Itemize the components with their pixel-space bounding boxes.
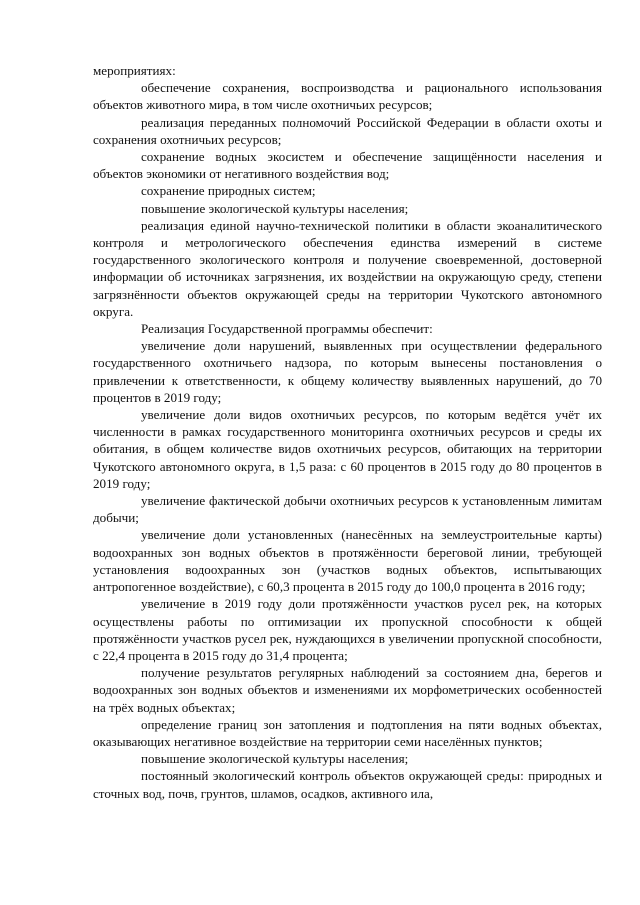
- paragraph: увеличение доли нарушений, выявленных при осуществлении федерального государственного охотничьего надзора, по которым вынесены постановления о привлечении к ответственности, к общему количеству выявленных нарушений, до 70 процентов в 2019 году;: [93, 338, 602, 405]
- paragraph: увеличение доли установленных (нанесённых на землеустроительные карты) водоохранных зон водных объектов в протяжённости береговой линии, требующей установления водоохранных зон (участков водных объектов, испытывающих антропогенное воздействие), с 60,3 процента в 2015 году до 100,0 процента в 2016 году;: [93, 527, 602, 595]
- paragraph: реализация единой научно-технической политики в области экоаналитического контроля и метрологического обеспечения единства измерений в системе государственного экологического контроля и получение своевременной, достоверной информации об источниках загрязнения, их воздействии на окружающую среду, степени загрязнённости объектов окружающей среды на территории Чукотского автономного округа.: [93, 217, 602, 319]
- paragraph: Реализация Государственной программы обеспечит:: [141, 321, 433, 337]
- text-continuation: мероприятиях:: [93, 63, 176, 78]
- document-page: [93, 62, 602, 802]
- paragraph: определение границ зон затопления и подтопления на пяти водных объектах, оказывающих негативное воздействие на территории семи населённых пунктов;: [93, 716, 602, 749]
- paragraph: повышение экологической культуры населения;: [141, 751, 409, 767]
- paragraph: увеличение в 2019 году доли протяжённости участков русел рек, на которых осуществлены работы по оптимизации их пропускной способности к общей протяжённости участков русел рек, нуждающихся в увеличении пропускной способности, с 22,4 процента в 2015 году до 31,4 процента;: [93, 596, 602, 663]
- paragraph: увеличение фактической добычи охотничьих ресурсов к установленным лимитам добычи;: [93, 493, 602, 526]
- paragraph: сохранение водных экосистем и обеспечение защищённости населения и объектов экономики от негативного воздействия вод;: [93, 149, 602, 182]
- paragraph: сохранение природных систем;: [141, 183, 316, 199]
- paragraph: постоянный экологический контроль объектов окружающей среды: природных и сточных вод, почв, грунтов, шламов, осадков, активного ила,: [93, 768, 602, 801]
- paragraph: увеличение доли видов охотничьих ресурсов, по которым ведётся учёт их численности в рамках государственного мониторинга охотничьих ресурсов и среды их обитания, в общем количестве видов охотничьих ресурсов, обитающих на территории Чукотского автономного округа, в 1,5 раза: с 60 процентов в 2015 году до 80 процентов в 2019 году;: [93, 407, 602, 491]
- paragraph: обеспечение сохранения, воспроизводства и рационального использования объектов животного мира, в том числе охотничьих ресурсов;: [93, 80, 602, 113]
- paragraph: повышение экологической культуры населения;: [141, 200, 409, 216]
- paragraph: реализация переданных полномочий Российской Федерации в области охоты и сохранения охотничьих ресурсов;: [93, 114, 602, 147]
- paragraph: получение результатов регулярных наблюдений за состоянием дна, берегов и водоохранных зон водных объектов и изменениями их морфометрических особенностей на трёх водных объектах;: [93, 665, 602, 715]
